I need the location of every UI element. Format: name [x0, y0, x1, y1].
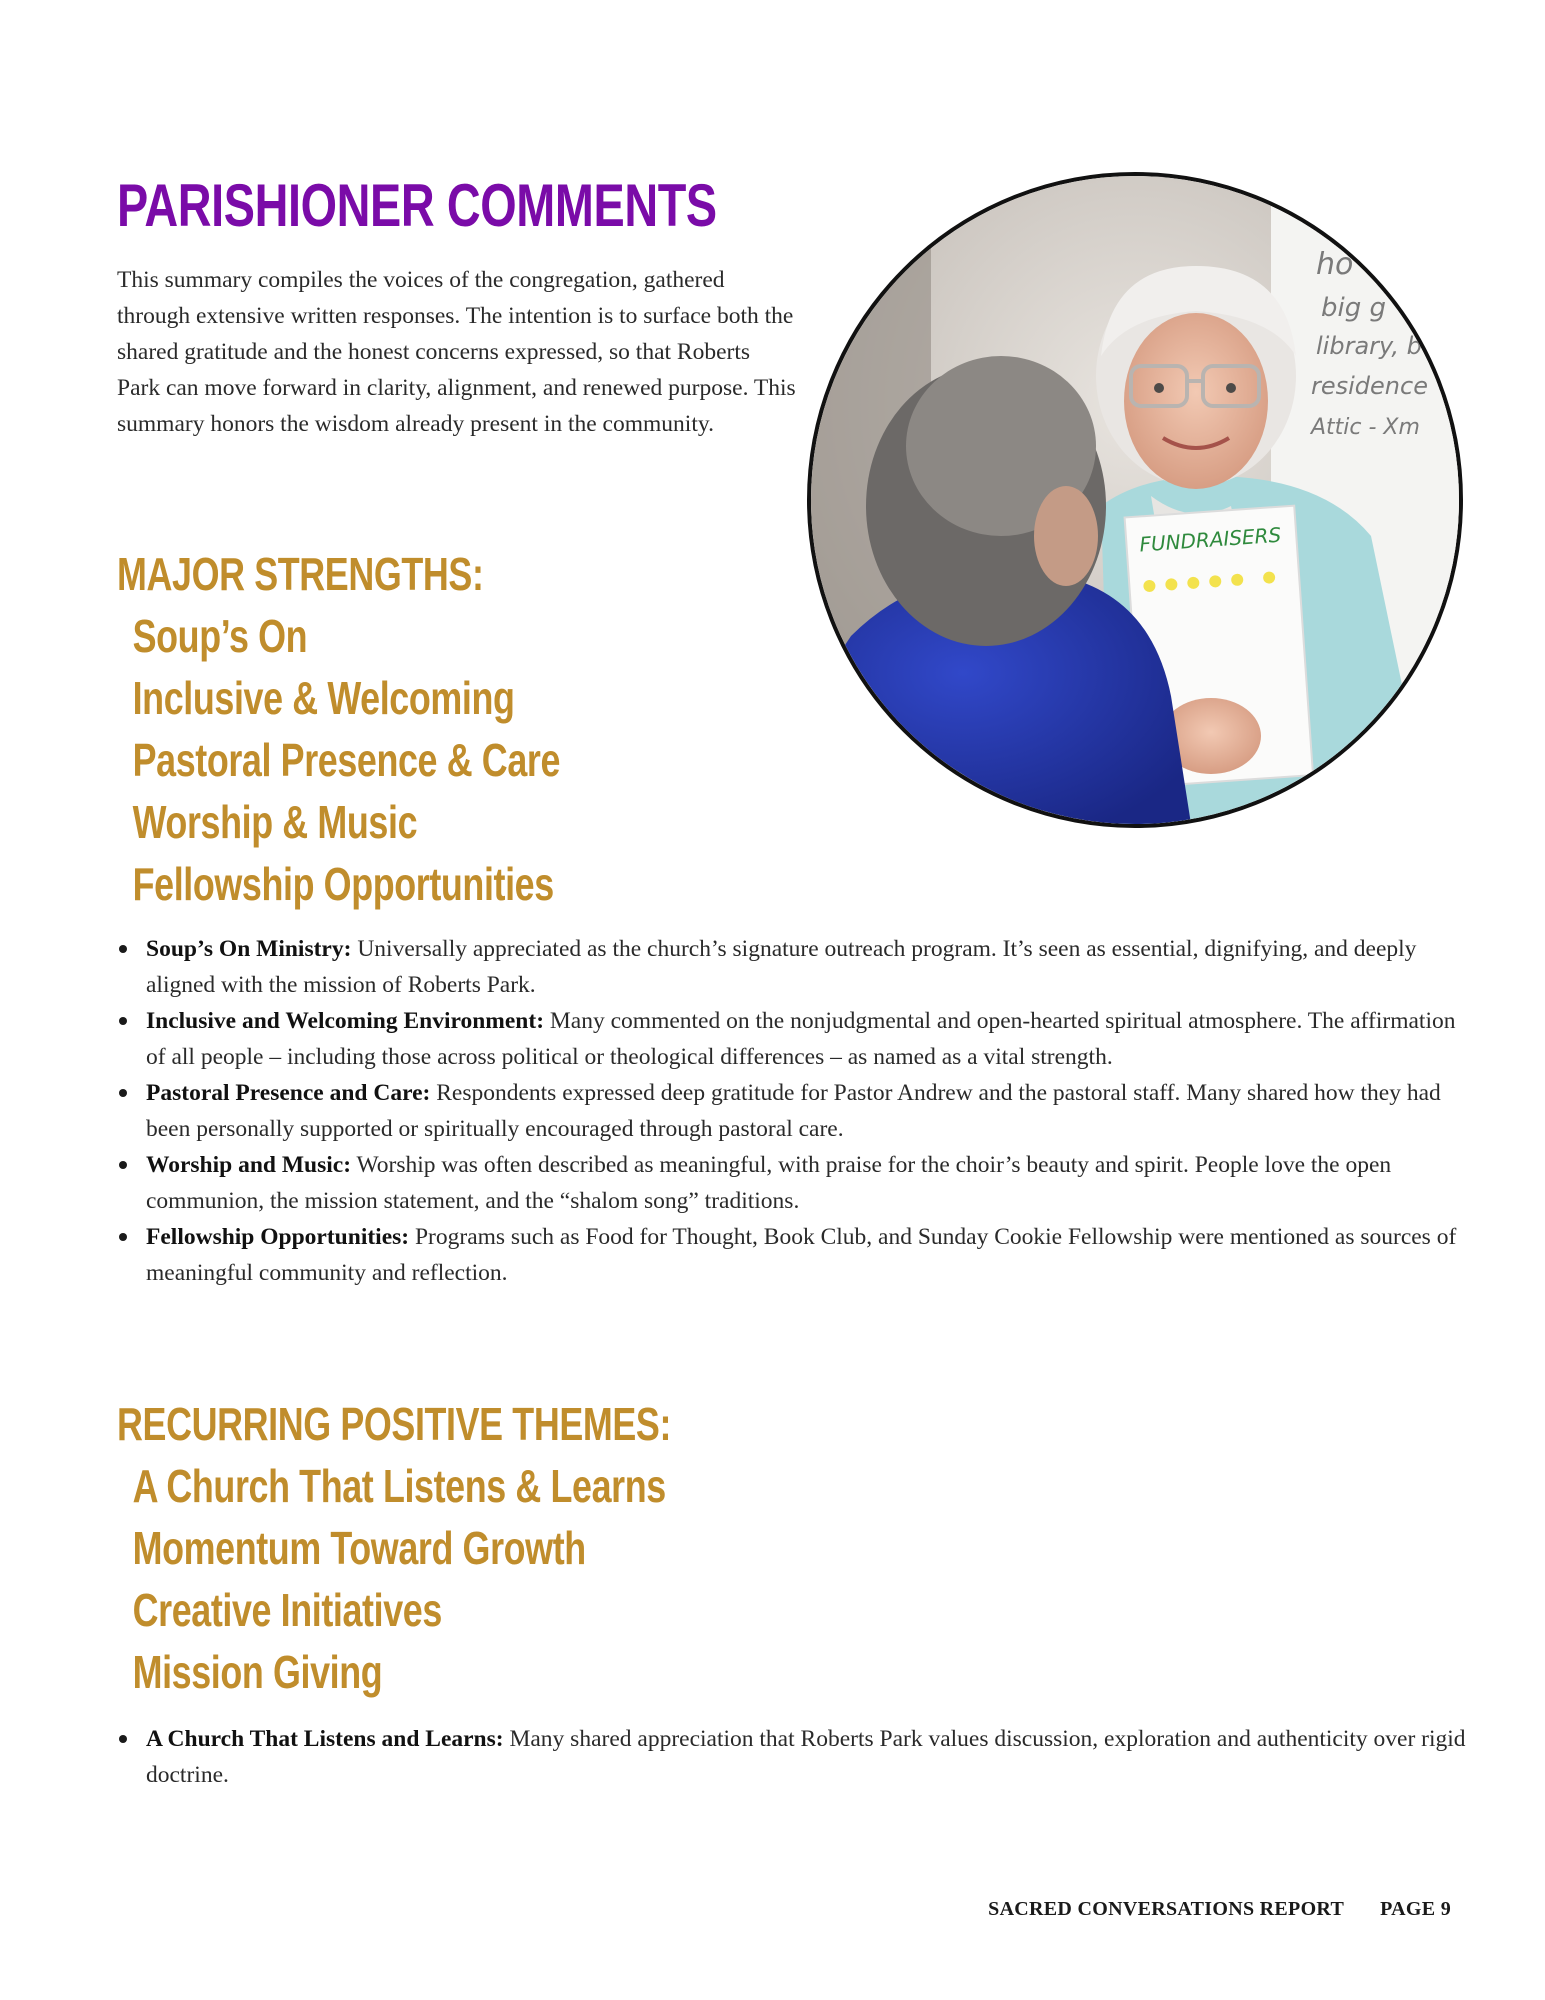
bullet-text: Many shared appreciation that Roberts Park values discussion, exploration and authenticity over rigid doctrine. [146, 1726, 1466, 1788]
bullet-term: Soup’s On Ministry: [146, 936, 352, 962]
bullet-term: Inclusive and Welcoming Environment: [146, 1008, 545, 1034]
whiteboard-line: residence [1311, 372, 1428, 400]
bullet-term: Pastoral Presence and Care: [146, 1080, 431, 1106]
bullet-term: A Church That Listens and Learns: [146, 1726, 504, 1752]
theme-item: Momentum Toward Growth [132, 1522, 586, 1574]
footer-report-title: SACRED CONVERSATIONS REPORT [988, 1898, 1345, 1920]
strength-item: Pastoral Presence & Care [132, 734, 561, 786]
bullet-term: Worship and Music: [146, 1152, 352, 1178]
theme-item: A Church That Listens & Learns [132, 1460, 666, 1512]
page-footer [988, 1898, 1451, 1921]
fundraisers-sign: FUNDRAISERS [1138, 522, 1282, 557]
positive-themes-heading-block [117, 1393, 827, 1703]
strength-item: Worship & Music [132, 796, 418, 848]
strength-item: Fellowship Opportunities [132, 858, 554, 910]
whiteboard-line: library, b [1316, 332, 1422, 360]
strength-item: Inclusive & Welcoming [132, 672, 515, 724]
page-title: PARISHIONER COMMENTS [117, 172, 717, 239]
whiteboard-line: ho [1316, 247, 1354, 282]
fundraiser-photo [807, 172, 1463, 828]
bullet-text: Universally appreciated as the church’s signature outreach program. It’s seen as essential, dignifying, and deeply aligned with the mission of Roberts Park. [146, 936, 1417, 998]
whiteboard-line: Attic - Xm [1311, 415, 1420, 440]
bullet-text: Respondents expressed deep gratitude for Pastor Andrew and the pastoral staff. Many shared how they had been personally supported or spiritually encouraged through pastoral care. [146, 1080, 1441, 1142]
bullet-text: Many commented on the nonjudgmental and open-hearted spiritual atmosphere. The affirmation of all people – including those across political or theological differences – as named as a vital strength. [146, 1008, 1456, 1070]
list-item [117, 1003, 1467, 1075]
list-item [117, 1219, 1467, 1291]
photo-illustration [811, 176, 1459, 824]
list-item [117, 1147, 1467, 1219]
whiteboard-line: big g [1321, 293, 1386, 323]
intro-paragraph: This summary compiles the voices of the congregation, gathered through extensive written responses. The intention is to surface both the shared gratitude and the honest concerns expressed, so that Roberts Park can move forward in clarity, alignment, and renewed purpose. This summary honors the wisdom already present in the community. [117, 267, 796, 437]
footer-page-number: PAGE 9 [1380, 1898, 1451, 1920]
list-item [117, 1075, 1467, 1147]
list-item [117, 931, 1467, 1003]
bullet-text: Programs such as Food for Thought, Book Club, and Sunday Cookie Fellowship were mentioned as sources of meaningful community and reflection. [146, 1224, 1457, 1286]
positive-themes-bullet-list [117, 1721, 1467, 1793]
theme-item: Mission Giving [132, 1646, 383, 1698]
strengths-bullet-list [117, 931, 1467, 1291]
bullet-term: Fellowship Opportunities: [146, 1224, 410, 1250]
strength-item: Soup’s On [132, 610, 308, 662]
bullet-text: Worship was often described as meaningful, with praise for the choir’s beauty and spirit. People love the open communion, the mission statement, and the “shalom song” traditions. [146, 1152, 1392, 1214]
list-item [117, 1721, 1467, 1793]
major-strengths-heading-block [117, 543, 685, 915]
theme-item: Creative Initiatives [132, 1584, 442, 1636]
positive-themes-heading: RECURRING POSITIVE THEMES: [117, 1398, 672, 1450]
major-strengths-heading: MAJOR STRENGTHS: [117, 548, 484, 600]
